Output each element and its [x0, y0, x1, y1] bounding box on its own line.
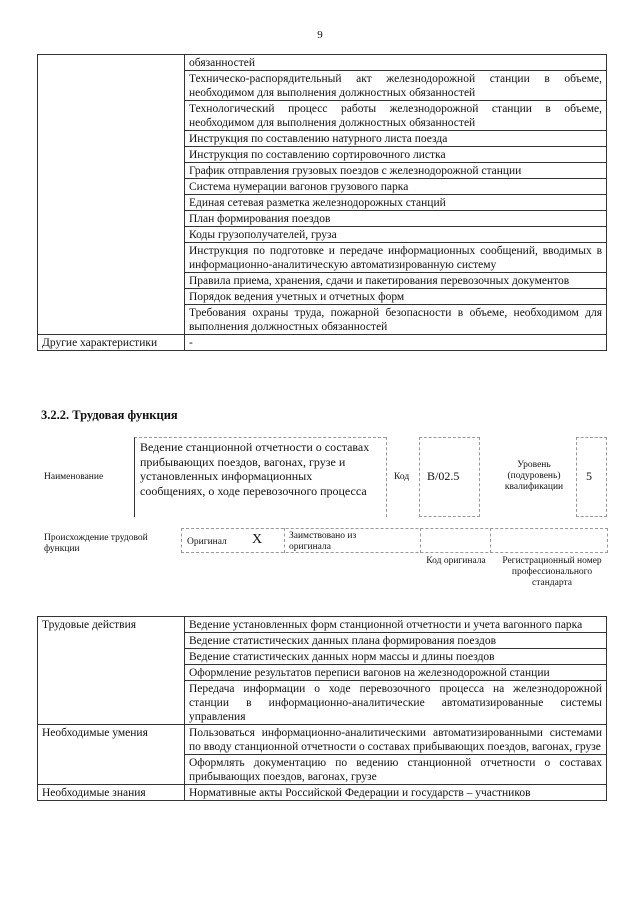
table-cell: Ведение статистических данных плана формирования поездов — [185, 633, 607, 649]
table-cell: Ведение статистических данных норм массы и длины поездов — [185, 649, 607, 665]
reg-number-caption: Регистрационный номер профессионального стандарта — [502, 556, 602, 588]
table-label-cell — [38, 55, 185, 335]
table-cell: Нормативные акты Российской Федерации и государств – участников — [185, 785, 607, 801]
table-cell: Порядок ведения учетных и отчетных форм — [185, 289, 607, 305]
function-name: Ведение станционной отчетности о составах прибывающих поездов, вагонах, грузе и установленных информационных сообщениях, о ходе перевозочного процесса — [140, 440, 370, 498]
origin-label: Происхождение трудовой функции — [44, 533, 148, 554]
original-label: Оригинал — [187, 537, 227, 547]
code-value: B/02.5 — [427, 469, 460, 483]
page-number: 9 — [317, 29, 323, 41]
table-cell: - — [185, 335, 607, 351]
table-cell: Пользоваться информационно-аналитическими автоматизированными системами по вводу станционной отчетности о составах прибывающих поездов, вагонах, грузе — [185, 725, 607, 755]
level-label: Уровень (подуровень) квалификации — [504, 460, 564, 492]
table-cell: Правила приема, хранения, сдачи и пакетирования перевозочных документов — [185, 273, 607, 289]
table-row — [38, 617, 607, 633]
table-cell: Инструкция по составлению сортировочного листка — [185, 147, 607, 163]
code-label: Код — [394, 472, 410, 482]
borrowed-label: Заимствовано из оригинала — [289, 531, 357, 552]
table-label-cell: Необходимые знания — [38, 785, 185, 801]
table-row — [38, 725, 607, 755]
origin-divider — [420, 528, 422, 553]
table-cell: Технологический процесс работы железнодорожной станции в объеме, необходимом для выполнения должностных обязанностей — [185, 101, 607, 131]
section-title: 3.2.2. Трудовая функция — [41, 408, 178, 422]
level-value: 5 — [586, 469, 592, 483]
code-caption: Код оригинала — [426, 556, 486, 566]
table-label-cell: Другие характеристики — [38, 335, 185, 351]
table-cell: План формирования поездов — [185, 211, 607, 227]
origin-box — [181, 528, 608, 553]
table-cell: Единая сетевая разметка железнодорожных станций — [185, 195, 607, 211]
knowledge-table — [37, 54, 607, 351]
table-cell: Передача информации о ходе перевозочного процесса на железнодорожной станции в информационно-аналитические автоматизированные системы управления — [185, 681, 607, 725]
table-row — [38, 335, 607, 351]
table-row — [38, 785, 607, 801]
table-cell: Система нумерации вагонов грузового парка — [185, 179, 607, 195]
original-check-mark: X — [252, 532, 263, 547]
table-cell: Ведение установленных форм станционной отчетности и учета вагонного парка — [185, 617, 607, 633]
origin-divider — [490, 528, 492, 553]
table-cell: Техническо-распорядительный акт железнодорожной станции в объеме, необходимом для выполнения должностных обязанностей — [185, 71, 607, 101]
table-label-cell: Необходимые умения — [38, 725, 185, 785]
table-cell: Требования охраны труда, пожарной безопасности в объеме, необходимом для выполнения должностных обязанностей — [185, 305, 607, 335]
table-cell: Инструкция по подготовке и передаче информационных сообщений, вводимых в информационно-аналитическую автоматизированную систему — [185, 243, 607, 273]
table-label-cell: Трудовые действия — [38, 617, 185, 725]
origin-divider — [284, 528, 286, 553]
table-cell: обязанностей — [185, 55, 607, 71]
table-cell: Коды грузополучателей, груза — [185, 227, 607, 243]
table-cell: Инструкция по составлению натурного листа поезда — [185, 131, 607, 147]
table-cell: Оформление результатов переписи вагонов на железнодорожной станции — [185, 665, 607, 681]
table-cell: Оформлять документацию по ведению станционной отчетности о составах прибывающих поездов, вагонах, грузе — [185, 755, 607, 785]
table-cell: График отправления грузовых поездов с железнодорожной станции — [185, 163, 607, 179]
labor-actions-table — [37, 616, 607, 801]
name-label: Наименование — [44, 472, 104, 482]
table-row — [38, 55, 607, 71]
